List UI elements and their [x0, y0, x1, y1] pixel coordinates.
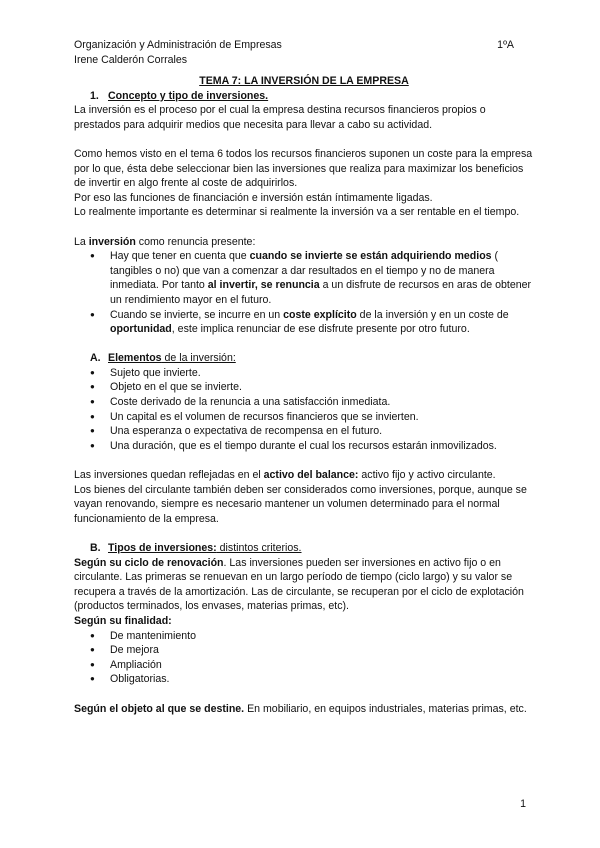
- paragraph: Lo realmente importante es determinar si realmente la inversión va a ser rentable en el tiempo.: [74, 206, 520, 219]
- paragraph: La inversión como renuncia presente:: [74, 235, 256, 248]
- list-item: ● Coste derivado de la renuncia a una satisfacción inmediata.: [74, 395, 534, 410]
- paragraph: Las inversiones quedan reflejadas en el activo del balance: activo fijo y activo circulante.: [74, 469, 496, 482]
- bullet-list-finalidad: [74, 629, 534, 687]
- list-item: ● De mejora: [74, 643, 534, 658]
- paragraph: Los bienes del circulante también deben ser considerados como inversiones, porque, aunque se vayan renovando, siempre es necesario mantener un volumen determinado para el normal funcionamiento de la empresa.: [74, 483, 527, 525]
- header-author: Irene Calderón Corrales: [74, 53, 188, 66]
- paragraph: La inversión es el proceso por el cual la empresa destina recursos financieros propios o prestados para adquirir medios que necesita para llevar a cabo su actividad.: [74, 104, 486, 131]
- header-subject: Organización y Administración de Empresas: [74, 39, 282, 51]
- section-b-heading: B. Tipos de inversiones: distintos criterios.: [90, 542, 302, 554]
- subheading-finalidad: Según su finalidad:: [74, 614, 172, 627]
- bullet-list: [74, 249, 534, 337]
- list-item: ● Un capital es el volumen de recursos financieros que se invierten.: [74, 410, 534, 425]
- paragraph: Como hemos visto en el tema 6 todos los recursos financieros suponen un coste para la empresa por lo que, ésta debe seleccionar bien las inversiones que realiza para maximizar los beneficios de invertir en algo frente al coste de adquirirlos.: [74, 147, 533, 190]
- list-item: ● Obligatorias.: [74, 672, 534, 687]
- document-title: TEMA 7: LA INVERSIÓN DE LA EMPRESA: [199, 75, 409, 87]
- header-course: 1ºA: [497, 39, 514, 51]
- paragraph: Según su ciclo de renovación. Las inversiones pueden ser inversiones en activo fijo o en circulante. Las primeras se renuevan en un largo período de tiempo (ciclo largo) y su valor se recupera a través de la amortización. Las de circulante, se recuperan por el ciclo de explotación (productos terminados, los envases, materias primas, etc).: [74, 556, 524, 613]
- section-a-heading: A. Elementos de la inversión:: [90, 352, 236, 365]
- paragraph: Por eso las funciones de financiación e inversión están íntimamente ligadas.: [74, 191, 433, 204]
- list-item: ● Una esperanza o expectativa de recompensa en el futuro.: [74, 424, 534, 439]
- list-item: ● Cuando se invierte, se incurre en un coste explícito de la inversión y en un coste de oportunidad, este implica renunciar de ese disfrute presente por otro futuro.: [74, 308, 534, 337]
- list-item: ● Ampliación: [74, 658, 534, 673]
- list-item: ● Sujeto que invierte.: [74, 366, 534, 381]
- list-item: ● Una duración, que es el tiempo durante el cual los recursos estarán inmovilizados.: [74, 439, 534, 454]
- section-1-title: Concepto y tipo de inversiones.: [108, 89, 269, 102]
- bullet-list-elements: [74, 366, 534, 454]
- section-1-number: 1.: [90, 89, 99, 102]
- list-item: ● Objeto en el que se invierte.: [74, 380, 534, 395]
- section-1-heading: [90, 89, 534, 104]
- list-item: ● De mantenimiento: [74, 629, 534, 644]
- list-item: ● Hay que tener en cuenta que cuando se invierte se están adquiriendo medios ( tangibles o no) que van a comenzar a dar resultados en el tiempo y no de manera inmediata. Por tanto al invertir, se renuncia a un disfrute de recursos en aras de obtener un rendimiento mayor en el futuro.: [74, 249, 534, 307]
- document-body: [74, 74, 534, 716]
- page-header: [74, 38, 514, 67]
- paragraph: Según el objeto al que se destine. En mobiliario, en equipos industriales, materias primas, etc.: [74, 702, 527, 715]
- page-number: 1: [520, 798, 526, 811]
